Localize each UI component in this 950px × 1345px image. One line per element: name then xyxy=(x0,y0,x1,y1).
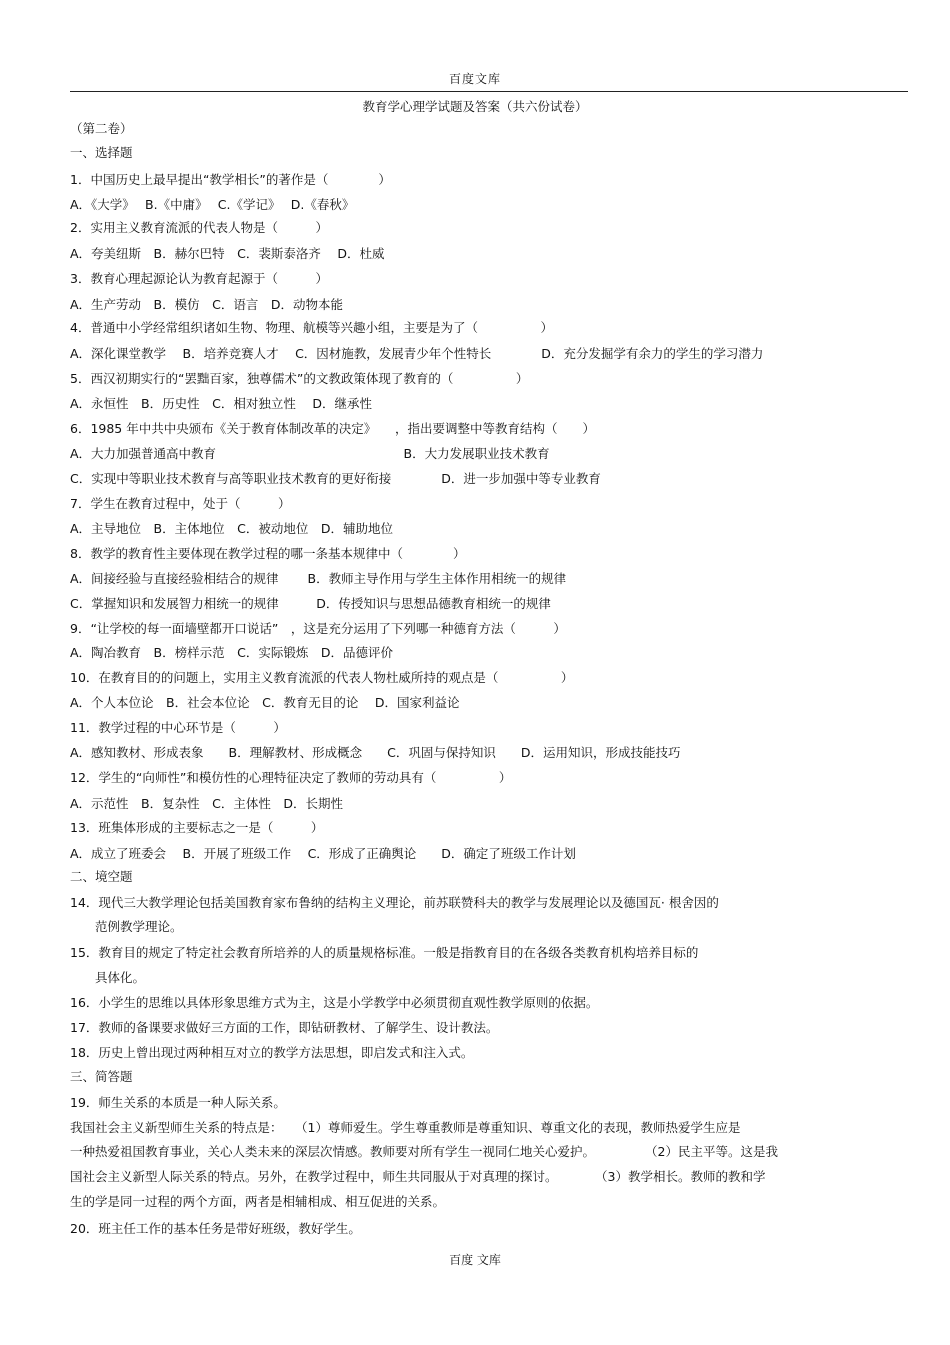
section-heading: 二、境空题 xyxy=(70,869,133,884)
question-line: 9．“让学校的每一面墙壁都开口说话” ，这是充分运用了下列哪一种德育方法（ ） xyxy=(70,621,566,636)
question-line: 11．教学过程的中心环节是（ ） xyxy=(70,720,286,735)
question-line: 6．1985 年中共中央颁布《关于教育体制改革的决定》 ，指出要调整中等教育结构（ ） xyxy=(70,421,595,436)
section-heading: 一、选择题 xyxy=(70,145,133,160)
options-line: C．实现中等职业技术教育与高等职业技术教育的更好衔接 D．进一步加强中等专业教育 xyxy=(70,471,601,486)
section-label: （第二卷） xyxy=(70,121,133,136)
options-line: A．大力加强普通高中教育 B．大力发展职业技术教育 xyxy=(70,446,550,461)
answer-line: 15．教育目的规定了特定社会教育所培养的人的质量规格标准。一般是指教育目的在各级各类教育机构培养目标的 xyxy=(70,945,699,960)
question-line: 3．教育心理起源论认为教育起源于（ ） xyxy=(70,271,328,286)
options-line: A．夸美纽斯 B．赫尔巴特 C．裴斯泰洛齐 D．杜威 xyxy=(70,246,385,261)
answer-line: 我国社会主义新型师生关系的特点是： （1）尊师爱生。学生尊重教师是尊重知识、尊重文化的表现，教师热爱学生应是 xyxy=(70,1120,741,1135)
answer-line: 一种热爱祖国教育事业，关心人类未来的深层次情感。教师要对所有学生一视同仁地关心爱护。 （2）民主平等。这是我 xyxy=(70,1144,778,1159)
answer-line: 17．教师的备课要求做好三方面的工作，即钻研教材、了解学生、设计教法。 xyxy=(70,1020,499,1035)
question-line: 8．教学的教育性主要体现在教学过程的哪一条基本规律中（ ） xyxy=(70,546,466,561)
options-line: A．生产劳动 B．模仿 C．语言 D．动物本能 xyxy=(70,297,343,312)
options-line: A．深化课堂教学 B．培养竞赛人才 C．因材施教，发展青少年个性特长 D．充分发掘学有余力的学生的学习潜力 xyxy=(70,346,764,361)
question-line: 7．学生在教育过程中，处于（ ） xyxy=(70,496,291,511)
question-line: 2．实用主义教育流派的代表人物是（ ） xyxy=(70,220,328,235)
options-line: C．掌握知识和发展智力相统一的规律 D．传授知识与思想品德教育相统一的规律 xyxy=(70,596,551,611)
answer-line: 20．班主任工作的基本任务是带好班级，教好学生。 xyxy=(70,1221,361,1236)
options-line: A．间接经验与直接经验相结合的规律 B．教师主导作用与学生主体作用相统一的规律 xyxy=(70,571,567,586)
answer-line: 国社会主义新型人际关系的特点。另外，在教学过程中，师生共同服从于对真理的探讨。 （3）教学相长。教师的教和学 xyxy=(70,1169,766,1184)
page-header: 百度文库 xyxy=(448,72,501,86)
answer-line: 19．师生关系的本质是一种人际关系。 xyxy=(70,1095,286,1110)
question-line: 1．中国历史上最早提出“教学相长”的著作是（ ） xyxy=(70,172,391,187)
answer-line: 14．现代三大教学理论包括美国教育家布鲁纳的结构主义理论，前苏联赞科夫的教学与发展理论以及德国瓦· 根舍因的 xyxy=(70,895,719,910)
section-heading: 三、简答题 xyxy=(70,1069,133,1084)
header-rule xyxy=(70,91,908,92)
options-line: A．陶冶教育 B．榜样示范 C．实际锻炼 D．品德评价 xyxy=(70,645,393,660)
document-title: 教育学心理学试题及答案（共六份试卷） xyxy=(362,99,588,114)
page-footer: 百度 文库 xyxy=(449,1253,501,1267)
options-line: A．主导地位 B．主体地位 C．被动地位 D．辅助地位 xyxy=(70,521,393,536)
question-line: 5．西汉初期实行的“罢黜百家，独尊儒术”的文教政策体现了教育的（ ） xyxy=(70,371,529,386)
options-line: A．《大学》 B.《中庸》 C.《学记》 D.《春秋》 xyxy=(70,197,355,212)
options-line: A．成立了班委会 B．开展了班级工作 C．形成了正确舆论 D．确定了班级工作计划 xyxy=(70,846,576,861)
answer-line: 生的学是同一过程的两个方面，两者是相辅相成、相互促进的关系。 xyxy=(70,1194,446,1209)
answer-line: 具体化。 xyxy=(70,970,146,985)
answer-line: 16．小学生的思维以具体形象思维方式为主，这是小学教学中必须贯彻直观性教学原则的依据。 xyxy=(70,995,599,1010)
question-line: 13．班集体形成的主要标志之一是（ ） xyxy=(70,820,324,835)
options-line: A．个人本位论 B．社会本位论 C．教育无目的论 D．国家利益论 xyxy=(70,695,460,710)
answer-line: 范例教学理论。 xyxy=(70,919,183,934)
options-line: A．示范性 B．复杂性 C．主体性 D．长期性 xyxy=(70,796,343,811)
options-line: A．永恒性 B．历史性 C．相对独立性 D．继承性 xyxy=(70,396,372,411)
question-line: 10．在教育目的的问题上，实用主义教育流派的代表人物杜威所持的观点是（ ） xyxy=(70,670,574,685)
options-line: A．感知教材、形成表象 B．理解教材、形成概念 C．巩固与保持知识 D．运用知识，形成技能技巧 xyxy=(70,745,681,760)
question-line: 12．学生的“向师性”和模仿性的心理特征决定了教师的劳动具有（ ） xyxy=(70,770,512,785)
answer-line: 18．历史上曾出现过两种相互对立的教学方法思想，即启发式和注入式。 xyxy=(70,1045,474,1060)
question-line: 4．普通中小学经常组织诸如生物、物理、航模等兴趣小组，主要是为了（ ） xyxy=(70,320,553,335)
